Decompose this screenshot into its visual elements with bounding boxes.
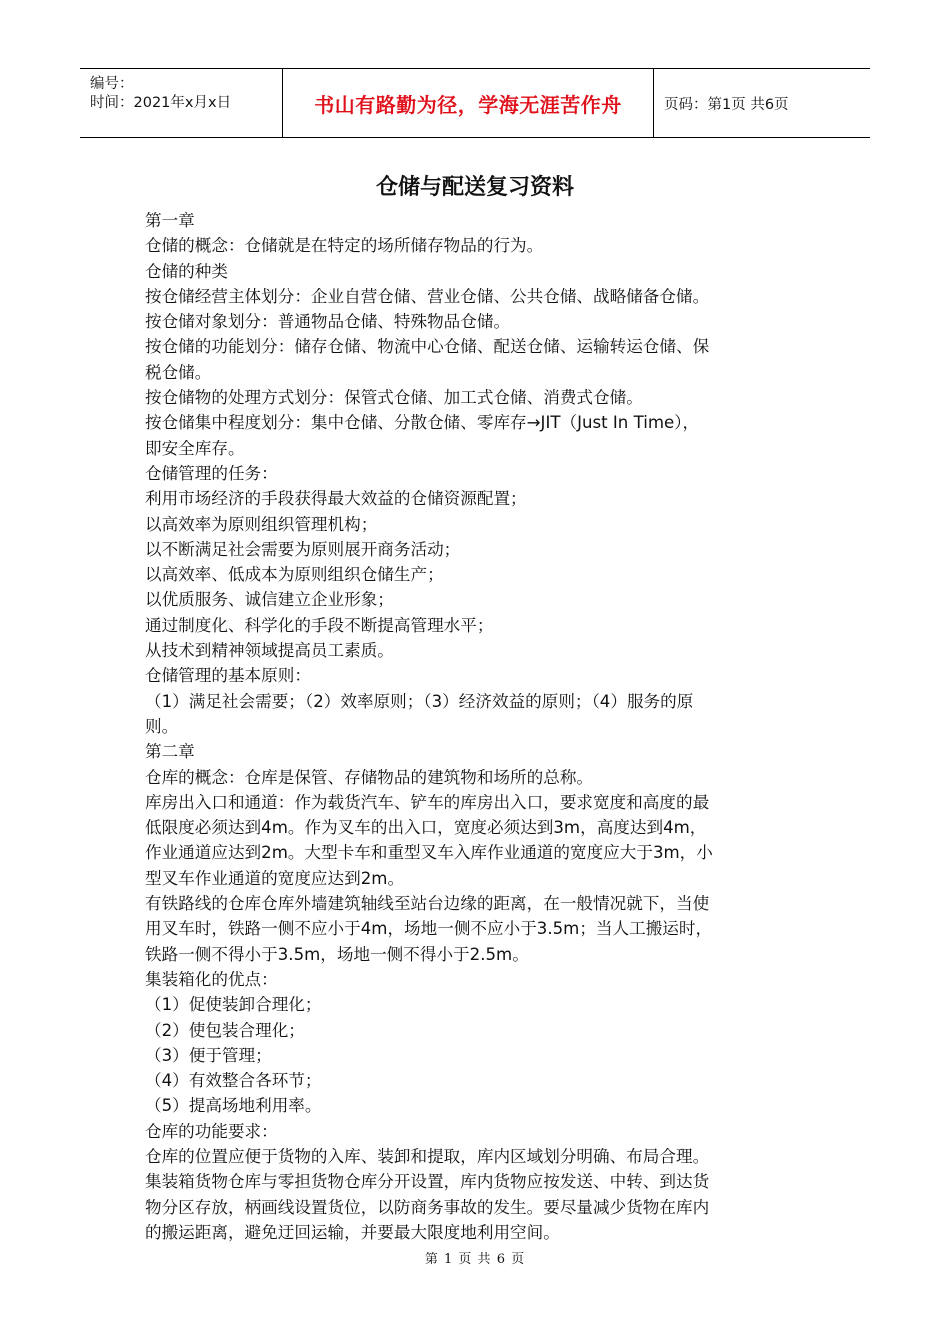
body-line: 低限度必须达到4m。作为叉车的出入口，宽度必须达到3m，高度达到4m，: [145, 818, 707, 838]
body-line: 第二章: [145, 742, 195, 762]
body-line: 以高效率为原则组织管理机构；: [145, 514, 378, 534]
body-line: 仓储的种类: [145, 261, 228, 281]
body-line: 作业通道应达到2m。大型卡车和重型叉车入库作业通道的宽度应大于3m，小: [145, 843, 713, 863]
body-line: （1）满足社会需要；（2）效率原则；（3）经济效益的原则；（4）服务的原: [145, 691, 694, 711]
body-line: （1）促使装卸合理化；: [145, 995, 322, 1015]
document-body: [145, 208, 805, 1245]
body-line: 以优质服务、诚信建立企业形象；: [145, 590, 394, 610]
body-line: 物分区存放，柄画线设置货位，以防商务事故的发生。要尽量减少货物在库内: [145, 1197, 710, 1217]
body-line: 用叉车时，铁路一侧不应小于4m，场地一侧不应小于3.5m；当人工搬运时，: [145, 919, 713, 939]
body-line: （5）提高场地利用率。: [145, 1096, 322, 1116]
body-line: 仓库的概念：仓库是保管、存储物品的建筑物和场所的总称。: [145, 767, 594, 787]
page-footer: 第 1 页 共 6 页: [424, 1252, 526, 1267]
header-slogan: 书山有路勤为径，学海无涯苦作舟: [282, 69, 654, 137]
body-line: 以不断满足社会需要为原则展开商务活动；: [145, 539, 461, 559]
body-line: （4）有效整合各环节；: [145, 1071, 322, 1091]
document-title: 仓储与配送复习资料: [375, 175, 574, 200]
body-line: 仓储的概念：仓储就是在特定的场所储存物品的行为。: [145, 236, 544, 256]
body-line: 按仓储的功能划分：储存仓储、物流中心仓储、配送仓储、运输转运仓储、保: [145, 337, 710, 357]
body-line: 集装箱货物仓库与零担货物仓库分开设置，库内货物应按发送、中转、到达货: [145, 1172, 710, 1192]
body-line: 仓库的位置应便于货物的入库、装卸和提取，库内区域划分明确、布局合理。: [145, 1146, 710, 1166]
body-line: 集装箱化的优点：: [145, 969, 278, 989]
body-line: 按仓储经营主体划分：企业自营仓储、营业仓储、公共仓储、战略储备仓储。: [145, 286, 710, 306]
body-line: 库房出入口和通道：作为载货汽车、铲车的库房出入口，要求宽度和高度的最: [145, 792, 710, 812]
body-line: （3）便于管理；: [145, 1045, 272, 1065]
body-line: 税仓储。: [145, 362, 212, 382]
header-meta: [80, 69, 282, 137]
body-line: 则。: [145, 716, 179, 736]
body-line: 以高效率、低成本为原则组织仓储生产；: [145, 565, 444, 585]
body-line: （2）使包装合理化；: [145, 1020, 305, 1040]
page-header: [80, 68, 870, 138]
body-line: 从技术到精神领域提高员工素质。: [145, 641, 394, 661]
body-line: 通过制度化、科学化的手段不断提高管理水平；: [145, 615, 494, 635]
body-line: 按仓储集中程度划分：集中仓储、分散仓储、零库存→JIT（Just In Time），: [145, 413, 700, 433]
body-line: 按仓储物的处理方式划分：保管式仓储、加工式仓储、消费式仓储。: [145, 388, 643, 408]
body-line: 第一章: [145, 211, 195, 230]
body-line: 型叉车作业通道的宽度应达到2m。: [145, 868, 405, 888]
body-line: 仓库的功能要求：: [145, 1121, 278, 1141]
body-line: 即安全库存。: [145, 438, 245, 458]
body-line: 按仓储对象划分：普通物品仓储、特殊物品仓储。: [145, 312, 511, 332]
body-line: 的搬运距离，避免迂回运输，并要最大限度地利用空间。: [145, 1222, 560, 1242]
time-label: 时间：2021年x月x日: [90, 95, 232, 111]
body-line: 有铁路线的仓库仓库外墙建筑轴线至站台边缘的距离，在一般情况就下，当使: [145, 894, 710, 914]
header-page-info: 页码：第1页 共6页: [664, 96, 789, 113]
body-line: 仓储管理的基本原则：: [145, 666, 311, 686]
body-line: 仓储管理的任务：: [145, 463, 278, 483]
number-label: 编号：: [90, 76, 134, 92]
body-line: 铁路一侧不得小于3.5m，场地一侧不得小于2.5m。: [145, 944, 529, 964]
body-line: 利用市场经济的手段获得最大效益的仓储资源配置；: [145, 489, 527, 509]
